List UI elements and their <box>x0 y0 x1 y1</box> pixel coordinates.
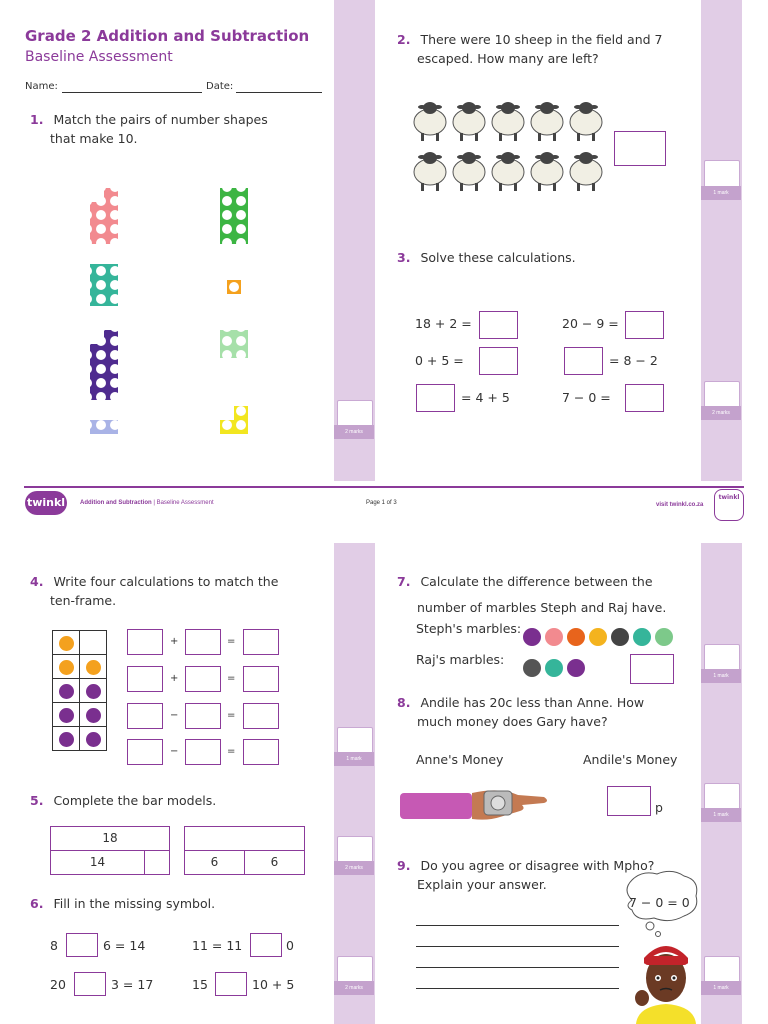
anne-money-label: Anne's Money <box>416 752 504 767</box>
answer-line-4[interactable] <box>416 988 619 989</box>
shape-red-7[interactable] <box>90 188 118 244</box>
counter-purple <box>59 684 74 699</box>
shape-lightgreen-4[interactable] <box>220 330 248 358</box>
calc-3a-box[interactable] <box>416 384 455 412</box>
sheep-icon <box>414 102 602 191</box>
question-8 <box>397 693 644 731</box>
q1-number: 1. <box>30 112 44 127</box>
raj-marbles <box>521 657 591 679</box>
number-shapes <box>80 180 260 440</box>
mark-box-q7[interactable] <box>704 644 740 672</box>
footer-title <box>80 500 214 506</box>
q6-text: Fill in the missing symbol. <box>53 896 216 911</box>
calc-1a-box[interactable] <box>479 311 518 339</box>
q4-row2-box1[interactable] <box>127 666 163 692</box>
mpho-character-icon <box>630 940 702 1024</box>
mark-strip-left-bottom <box>334 543 375 1024</box>
q6-r2-b: 3 = 17 <box>111 977 154 992</box>
shape-green-8[interactable] <box>220 188 248 244</box>
q6-r1-b: 6 = 14 <box>103 938 146 953</box>
marble-icon <box>523 659 585 677</box>
question-4 <box>30 572 278 610</box>
mark-label-q6: 2 marks <box>334 981 374 995</box>
question-6 <box>30 894 215 913</box>
page-number: Page 1 of 3 <box>366 500 397 506</box>
q6-r2-c: 15 <box>192 977 208 992</box>
q4-row2-box3[interactable] <box>243 666 279 692</box>
quality-badge <box>714 489 744 521</box>
q4-row4-eq: = <box>227 746 236 757</box>
answer-line-2[interactable] <box>416 946 619 947</box>
mark-label-q7: 1 mark <box>701 669 741 683</box>
question-7 <box>397 569 666 621</box>
mark-box-q9[interactable] <box>704 956 740 984</box>
q4-row4-box1[interactable] <box>127 739 163 765</box>
q7-text-2: number of marbles Steph and Raj have. <box>417 600 667 615</box>
mark-label-q8: 1 mark <box>701 808 741 822</box>
q2-answer-box[interactable] <box>614 131 666 166</box>
calc-3a: = 4 + 5 <box>461 390 510 405</box>
bar1-part-known: 14 <box>50 850 145 875</box>
mark-box-q3[interactable] <box>704 381 740 409</box>
q8-number: 8. <box>397 695 411 710</box>
steph-label: Steph's marbles: <box>416 621 522 636</box>
q6-r2-box2[interactable] <box>215 972 247 996</box>
mark-label-q2: 1 mark <box>701 186 741 200</box>
q4-row1-box1[interactable] <box>127 629 163 655</box>
q4-row4-box2[interactable] <box>185 739 221 765</box>
hand-with-coin-icon <box>400 781 550 831</box>
mark-label-q1: 2 marks <box>334 425 374 439</box>
q9-number: 9. <box>397 858 411 873</box>
date-field[interactable] <box>236 92 322 93</box>
q4-row4-box3[interactable] <box>243 739 279 765</box>
q4-row2-box2[interactable] <box>185 666 221 692</box>
bar2-part-right: 6 <box>244 850 305 875</box>
q4-row2-eq: = <box>227 673 236 684</box>
mark-box-q6[interactable] <box>337 956 373 984</box>
raj-label: Raj's marbles: <box>416 652 505 667</box>
page-title <box>25 27 309 45</box>
date-label: Date: <box>206 81 234 92</box>
bar-model-2 <box>184 826 305 874</box>
bar-model-1 <box>50 826 170 874</box>
mark-box-q2[interactable] <box>704 160 740 188</box>
footer-divider <box>24 486 744 488</box>
visit-link[interactable]: visit twinkl.co.za <box>656 502 704 508</box>
ten-frame <box>52 630 107 751</box>
calc-2b-box[interactable] <box>564 347 603 375</box>
andile-money-label: Andile's Money <box>583 752 678 767</box>
shape-blue-2[interactable] <box>90 420 118 434</box>
shape-orange-1[interactable] <box>227 280 241 294</box>
calc-2a: 0 + 5 = <box>415 353 464 368</box>
mark-box-q1[interactable] <box>337 400 373 428</box>
footer-separator: | <box>151 500 157 506</box>
q7-answer-box[interactable] <box>630 654 674 684</box>
q4-row3-box2[interactable] <box>185 703 221 729</box>
q9-text-1: Do you agree or disagree with Mpho? <box>420 858 655 873</box>
question-5 <box>30 791 216 810</box>
q4-row4-op: − <box>170 746 179 757</box>
name-label: Name: <box>25 81 58 92</box>
counter-orange <box>86 660 101 675</box>
q7-text-1: Calculate the difference between the <box>420 574 653 589</box>
footer-title-main: Addition and Subtraction <box>80 500 152 506</box>
q8-text-2: much money does Gary have? <box>417 714 608 729</box>
q4-row3-box3[interactable] <box>243 703 279 729</box>
q6-number: 6. <box>30 896 44 911</box>
mark-label-q3: 2 marks <box>701 406 741 420</box>
page-subtitle: Baseline Assessment <box>25 49 173 65</box>
counter-purple <box>86 708 101 723</box>
q4-row3-op: − <box>170 710 179 721</box>
q3-number: 3. <box>397 250 411 265</box>
q5-number: 5. <box>30 793 44 808</box>
q6-r1-box2[interactable] <box>250 933 282 957</box>
q2-text-2: escaped. How many are left? <box>417 51 599 66</box>
q6-r2-a: 20 <box>50 977 66 992</box>
q8-answer-box[interactable] <box>607 786 651 816</box>
q4-text-2: ten-frame. <box>50 593 117 608</box>
counter-purple <box>86 732 101 747</box>
question-2 <box>397 30 663 68</box>
mark-box-q4[interactable] <box>337 727 373 755</box>
calc-3b: 7 − 0 = <box>562 390 611 405</box>
shape-purple-9[interactable] <box>90 330 118 400</box>
bar1-whole: 18 <box>50 826 170 851</box>
bar1-part-blank[interactable] <box>144 850 170 875</box>
mark-label-q9: 1 mark <box>701 981 741 995</box>
calc-1b: 20 − 9 = <box>562 316 619 331</box>
calc-2b: = 8 − 2 <box>609 353 658 368</box>
q4-row1-op: + <box>170 636 179 647</box>
q5-text: Complete the bar models. <box>53 793 217 808</box>
q6-r1-c: 11 = 11 <box>192 938 243 953</box>
counter-orange <box>59 660 74 675</box>
q2-number: 2. <box>397 32 411 47</box>
counter-purple <box>59 708 74 723</box>
calc-2a-box[interactable] <box>479 347 518 375</box>
counter-purple <box>86 684 101 699</box>
footer-title-sub: Baseline Assessment <box>156 500 214 506</box>
question-9 <box>397 856 654 894</box>
q6-r1-box1[interactable] <box>66 933 98 957</box>
grade-label: Grade 2 <box>25 27 92 45</box>
mark-box-q5[interactable] <box>337 836 373 864</box>
q2-text-1: There were 10 sheep in the field and 7 <box>420 32 663 47</box>
counter-orange <box>59 636 74 651</box>
q6-r2-box1[interactable] <box>74 972 106 996</box>
q4-row1-eq: = <box>227 636 236 647</box>
counter-purple <box>59 732 74 747</box>
shape-teal-6[interactable] <box>90 264 118 306</box>
q6-r1-d: 0 <box>286 938 294 953</box>
twinkl-logo: twinkl <box>25 491 67 515</box>
q9-text-2: Explain your answer. <box>417 877 547 892</box>
q6-r1-a: 8 <box>50 938 58 953</box>
q6-r2-d: 10 + 5 <box>252 977 295 992</box>
q1-text-2: that make 10. <box>50 131 138 146</box>
bar2-whole-blank[interactable] <box>184 826 305 851</box>
q4-text-1: Write four calculations to match the <box>53 574 279 589</box>
q4-row1-box3[interactable] <box>243 629 279 655</box>
calc-3b-box[interactable] <box>625 384 664 412</box>
mark-label-q5: 2 marks <box>334 861 374 875</box>
q4-row3-box1[interactable] <box>127 703 163 729</box>
q7-number: 7. <box>397 574 411 589</box>
question-3 <box>397 248 576 267</box>
marble-icon <box>523 628 673 646</box>
q8-text-1: Andile has 20c less than Anne. How <box>420 695 645 710</box>
q4-row2-op: + <box>170 673 179 684</box>
q4-row1-box2[interactable] <box>185 629 221 655</box>
title-label: Addition and Subtraction <box>96 27 310 45</box>
answer-line-1[interactable] <box>416 925 619 926</box>
q4-number: 4. <box>30 574 44 589</box>
question-1 <box>30 110 268 148</box>
q4-row3-eq: = <box>227 710 236 721</box>
mark-box-q8[interactable] <box>704 783 740 811</box>
q3-text: Solve these calculations. <box>420 250 576 265</box>
steph-marbles <box>521 626 677 648</box>
bar2-part-left: 6 <box>184 850 245 875</box>
sheep-group <box>408 98 608 198</box>
mark-label-q4: 1 mark <box>334 752 374 766</box>
name-field[interactable] <box>62 92 202 93</box>
answer-line-3[interactable] <box>416 967 619 968</box>
bubble-text: 7 − 0 = 0 <box>629 895 690 910</box>
q8-unit: p <box>655 800 663 815</box>
shape-yellow-3[interactable] <box>220 406 248 434</box>
q1-text-1: Match the pairs of number shapes <box>53 112 268 127</box>
badge-text: twinkl <box>718 494 740 501</box>
calc-1a: 18 + 2 = <box>415 316 472 331</box>
calc-1b-box[interactable] <box>625 311 664 339</box>
